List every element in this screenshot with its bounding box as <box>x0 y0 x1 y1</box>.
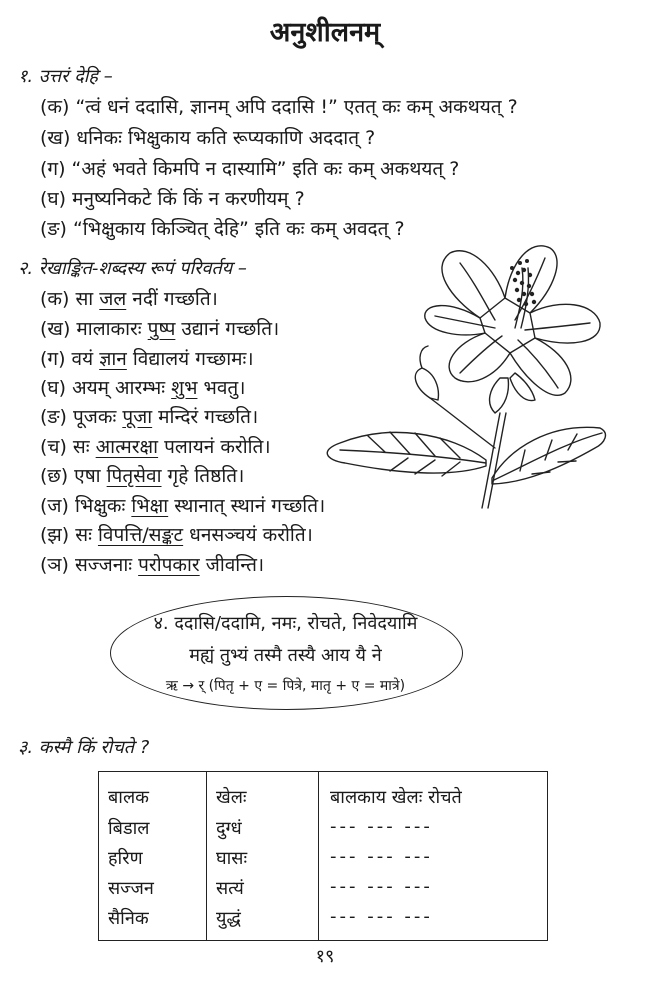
question-gha: (घ) मनुष्यनिकटे किं किं न करणीयम् ? <box>40 188 305 210</box>
exercise-item: (ख) मालाकारः पुष्प उद्यानं गच्छति। <box>40 318 280 340</box>
question-ka: (क) “त्वं धनं ददासि, ज्ञानम् अपि ददासि !” एतत् कः कम् अकथयत् ? <box>40 96 518 118</box>
table-divider <box>318 771 319 941</box>
exercise-table <box>98 771 548 941</box>
hibiscus-flower-illustration <box>310 228 630 513</box>
note-line-2: मह्यं तुभ्यं तस्मै तस्यै आय यै ने <box>189 645 382 666</box>
table-cell-blank: --- --- --- <box>330 876 433 897</box>
underlined-word: भिक्षा <box>131 495 169 517</box>
table-cell-noun: बालक <box>108 787 149 808</box>
exercise-item: (ञ) सज्जनाः परोपकार जीवन्ति। <box>40 554 265 576</box>
section1-heading: १. उत्तरं देहि – <box>18 66 113 87</box>
underlined-word: पूजा <box>122 406 153 428</box>
question-kha: (ख) धनिकः भिक्षुकाय कति रूप्यकाणि अददात् ? <box>40 127 376 149</box>
exercise-item: (छ) एषा पितृसेवा गृहे तिष्ठति। <box>40 465 245 487</box>
exercise-item: (च) सः आत्मरक्षा पलायनं करोति। <box>40 436 271 458</box>
table-cell-noun: हरिण <box>108 848 143 869</box>
table-cell-noun: सैनिक <box>108 908 149 929</box>
underlined-word: ज्ञान <box>99 348 127 370</box>
table-cell-object: खेलः <box>216 787 247 808</box>
table-cell-blank: --- --- --- <box>330 906 433 927</box>
section2-heading: २. रेखाङ्कित-शब्दस्य रूपं परिवर्तय – <box>18 258 247 279</box>
underlined-word: शुभ <box>171 377 198 399</box>
exercise-item: (ज) भिक्षुकः भिक्षा स्थानात् स्थानं गच्छति। <box>40 495 326 517</box>
question-ga: (ग) “अहं भवते किमपि न दास्यामि” इति कः कम् अकथयत् ? <box>40 158 460 180</box>
exercise-item: (घ) अयम् आरम्भः शुभ भवतु। <box>40 377 246 399</box>
page-number: १९ <box>315 946 335 967</box>
table-cell-noun: सज्जन <box>108 878 154 899</box>
underlined-word: आत्मरक्षा <box>95 436 159 458</box>
table-cell-blank: --- --- --- <box>330 846 433 867</box>
exercise-item: (झ) सः विपत्ति/सङ्कट धनसञ्चयं करोति। <box>40 524 313 546</box>
table-cell-noun: बिडाल <box>108 818 150 839</box>
table-cell-example: बालकाय खेलः रोचते <box>330 787 462 808</box>
underlined-word: विपत्ति/सङ्कट <box>97 524 184 546</box>
note-line-1: ४. ददासि/ददामि, नमः, रोचते, निवेदयामि <box>153 613 418 634</box>
table-cell-blank: --- --- --- <box>330 816 433 837</box>
underlined-word: पुष्प <box>147 318 176 340</box>
underlined-word: पितृसेवा <box>106 465 162 487</box>
underlined-word: परोपकार <box>138 554 200 576</box>
question-nga: (ङ) “भिक्षुकाय किञ्चित् देहि” इति कः कम् अवदत् ? <box>40 218 405 240</box>
exercise-item: (क) सा जल नदीं गच्छति। <box>40 288 218 310</box>
section3-heading: ३. कस्मै किं रोचते ? <box>18 737 150 758</box>
underlined-word: जल <box>99 288 127 310</box>
table-divider <box>206 771 207 941</box>
note-line-3: ऋ → र् (पितृ + ए = पित्रे, मातृ + ए = मात्रे) <box>165 678 406 694</box>
table-cell-object: सत्यं <box>216 878 244 899</box>
page-title: अनुशीलनम् <box>269 17 381 48</box>
exercise-item: (ङ) पूजकः पूजा मन्दिरं गच्छति। <box>40 406 259 428</box>
table-cell-object: युद्धं <box>216 908 241 929</box>
table-cell-object: घासः <box>216 848 248 869</box>
exercise-item: (ग) वयं ज्ञान विद्यालयं गच्छामः। <box>40 348 254 370</box>
table-cell-object: दुग्धं <box>216 818 242 839</box>
